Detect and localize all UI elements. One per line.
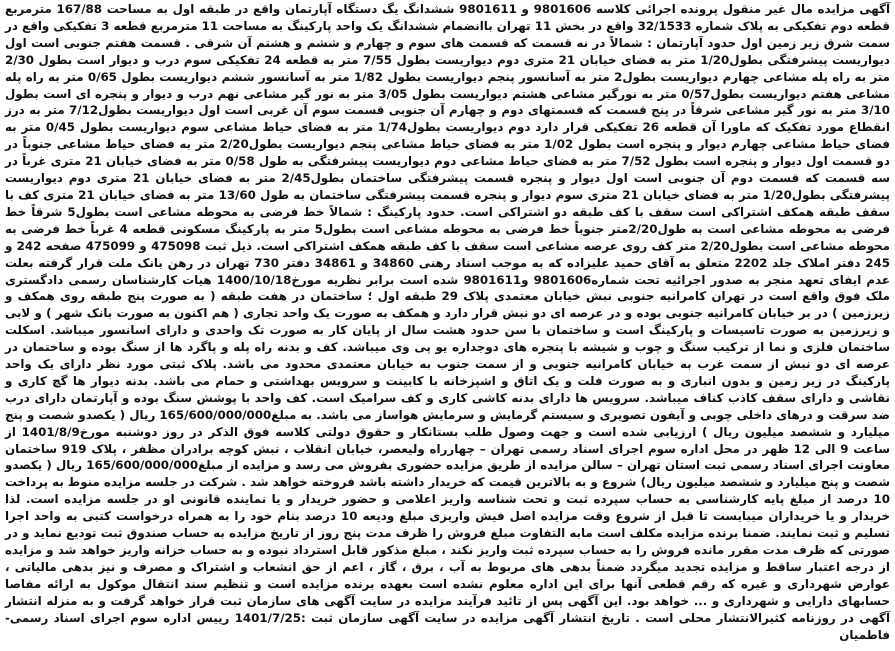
auction-notice-text: آگهی مزایده مال غیر منقول پرونده اجرائی کلاسه 9801606 و 9801611 ششدانگ یگ دستگاه آپارتمان واقع در طبقه اول به مساحت 167/88 مترمربع قطعه دوم تفکیکی به پلاک شماره 32/1533 واقع در بخش 11 تهران باانضمام ششدانگ یک واحد پارکینگ به مساحت 11 مترمربع قطعه 3 تفکیکی واقع در سمت شرق زیر زمین اول حدود آپارتمان : شمالاً در نه قسمت که قسمت های سوم و چهارم و ششم و هشتم آن شرقی . قسمت هفتم جنوبی است اول دیواریست پیشرفتگی بطول1/20 متر به فضای خیابان 21 متری دوم دیواریست بطول 7/55 متر به قطعه 24 تفکیکی سوم درب و دیوار است بطول 2/30 متر به راه پله مشاعی چهارم دیواریست بطول2 متر به آسانسور پنجم دیواریست بطول 1/82 متر به آسانسور ششم دیواریست بطول 0/65 متر به راه پله مشاعی هفتم دیواریست بطول0/57 متر به نورگیر مشاعی هشتم دیواریست بطول 3/05 متر به نور گیر مشاعی نهم درب و دیوار و پنجره ای است بطول 3/10 متر به نور گیر مشاعی شرقاً در پنج قسمت که قسمتهای دوم و چهارم آن جنوبی قسمت سوم آن غربی است اول دیواریست بطول7/12 متر به درز انقطاع مورد تفکیک که ماورا آن قطعه 26 تفکیکی قرار دارد دوم دیواریست بطول1/74 متر به فضای حیاط مشاعی سوم دیواریست بطول 0/45 متر به فضای حیاط مشاعی چهارم دیوار و پنجره است بطول 1/02 متر به فضای حیاط مشاعی پنجم دیواریست بطول2/20 متر به فضای حیاط مشاعی جنوباً در دو قسمت اول دیوار و پنجره است بطول 7/52 متر به فضای حیاط مشاعی دوم دیواریست پیشرفتگی به طول 0/58 متر به فضای خیابان 21 متری غرباً در سه قسمت که قسمت دوم آن جنوبی است اول دیوار و پنجره قسمت پیشرفتگی ساختمان بطول2/45 متر به فضای خیابان 21 متری دوم دیواریست پیشرفتگی بطول1/20 متر به فضای خیابان 21 متری سوم دیوار و پنجره قسمت پیشرفتگی ساختمان به طول 13/60 متر به فضای خیابان 21 متری کف با سقف طبقه همکف اشتراکی است سقف با کف طبقه دو اشتراکی است. حدود پارکینگ : شمالاً خط فرضی به محوطه مشاعی است بطول5 شرقاً خط فرضی به محوطه مشاعی است به طول2/20متر جنوباً خط فرضی به محوطه مشاعی است بطول5 متر به پارکینگ مسکونی قطعه 4 غرباً خط فرضی به محوطه مشاعی است بطول2/20 متر کف روی عرصه مشاعی است سقف با کف طبقه همکف اشتراکی است. ذیل ثبت 475098 و 475099 صفحه 242 و 245 دفتر املاک جلد 2202 متعلق به آقای حمید علیزاده که به موجب اسناد رهنی 34860 و 34861 دفتر 730 تهران در رهن بانک ملت قرار گرفته بعلت عدم ایفای تعهد منجر به صدور اجرائیه تحت شماره9801606 و9801611 شده است برابر نظریه مورخ1400/10/18 هیات کارشناسان رسمی دادگستری ملک فوق واقع است در تهران کامرانیه جنوبی نبش خیابان معتمدی پلاک 29 طبقه اول ؛ ساختمان در هفت طبقه ( به صورت پنج طبقه روی همکف و زیرزمین ) در بر خیابان کامرانیه جنوبی بوده و در عرصه ای دو نبش قرار دارد و همکف به صورت یک واحد تجاری ( هم اکنون به صورت بانک شهر ) و لابی و زیرزمین به صورت تاسیسات و پارکینگ است و ساختمان با سن حدود هشت سال از پایان کار به صورت تک واحدی و دارای اسانسور میباشد. اسکلت ساختمان فلزی و نما از ترکیب سنگ و چوب و شیشه با پنجره های دوجداره یو پی وی میباشد. کف و بدنه راه پله و پاگرد ها از سنگ بوده و ساختمان در عرصه ای دو نبش از سمت غرب به خیابان کامرانیه جنوبی و از سمت جنوب به خیابان معتمدی محدود می باشد. پلاک ثبتی مورد نظر دارای یک واحد پارکینگ در زیر زمین و بدون انباری و به صورت فلت و یک اتاق و اشپزخانه با کابینت و سرویس بهداشتی و حمام می باشد. بدنه دیوار ها گچ کاری و نقاشی و دارای سقف کاذب کناف میباشد. سرویس ها دارای بدنه کاشی کاری و کف سرامیک است. کف واحد با پوشش سنگ بوده و آپارتمان دارای درب ضد سرقت و درهای داخلی چوبی و آیفون تصویری و سیستم گرمایش و سرمایش هواساز می باشد. به مبلغ165/600/000/000 ریال ( یکصدو شصت و پنج میلیارد و ششصد میلیون ریال ) ارزیابی شده است و جهت وصول طلب بستانکار و حقوق دولتی کلاسه فوق الذکر در روز دوشنبه مورخ1401/8/9 از ساعت 9 الی 12 ظهر در محل اداره سوم اجرای اسناد رسمی تهران – چهارراه ولیعصر، خیابان انقلاب ، نبش کوچه برادران مظفر ، پلاک 919 ساختمان معاونت اجرای اسناد رسمی ثبت استان تهران – سالن مزایده از طریق مزایده حضوری بفروش می رسد و مزایده از مبلغ165/600/000/000 ریال ( یکصدو شصت و پنج میلیارد و ششصد میلیون ریال) شروع و به بالاترین قیمت که خریدار داشته باشد فروخته خواهد شد . شرکت در جلسه مزایده منوط به پرداخت 10 درصد از مبلغ پایه کارشناسی به حساب سپرده ثبت و تحت شناسه واریز اعلامی و حضور خریدار و یا نماینده قانونی او در جلسه مزایده است. لذا خریدار و یا خریداران میبایست تا قبل از شروع وقت مزایده اصل فیش واریزی مبلغ ودیعه 10 درصد بنام خود را به همراه درخواست کتبی به واحد اجرا تسلیم و ثبت نمایند. ضمنا برنده مزایده مکلف است مابه التفاوت مبلغ فروش را ظرف مدت پنج روز از تاریخ مزایده به حساب صندوق ثبت تودیع نماید و در صورتی که ظرف مدت مقرر مانده فروش را به حساب سپرده ثبت واریز نکند ، مبلغ مذکور قابل استرداد نبوده و به حساب خزانه واریز خواهد شد و مزایده از درجه اعتبار ساقط و مزایده تجدید میگردد ضمناً بدهی های مربوط به آب ، برق ، گاز ، اعم از حق انشعاب و اشتراک و مصرف و نیز بدهی مالیاتی ، عوارض شهرداری و غیره که رقم قطعی آنها برای این اداره معلوم نشده است بعهده برنده مزایده است و تنظیم سند انتقال موکول به ارائه مفاصا حسابهای دارایی و شهرداری و ... خواهد بود. این آگهی پس از تائید فرآیند مزایده در سایت آگهی های سازمان ثبت قرار خواهد گرفت و به منزله انتشار آگهی در روزنامه کثیرالانتشار محلی است . تاریخ انتشار آگهی مزایده در سایت آگهی سازمان ثبت :1401/7/25 رییس اداره سوم اجرای اسناد رسمی- فاطمیان <box>4 2 891 642</box>
